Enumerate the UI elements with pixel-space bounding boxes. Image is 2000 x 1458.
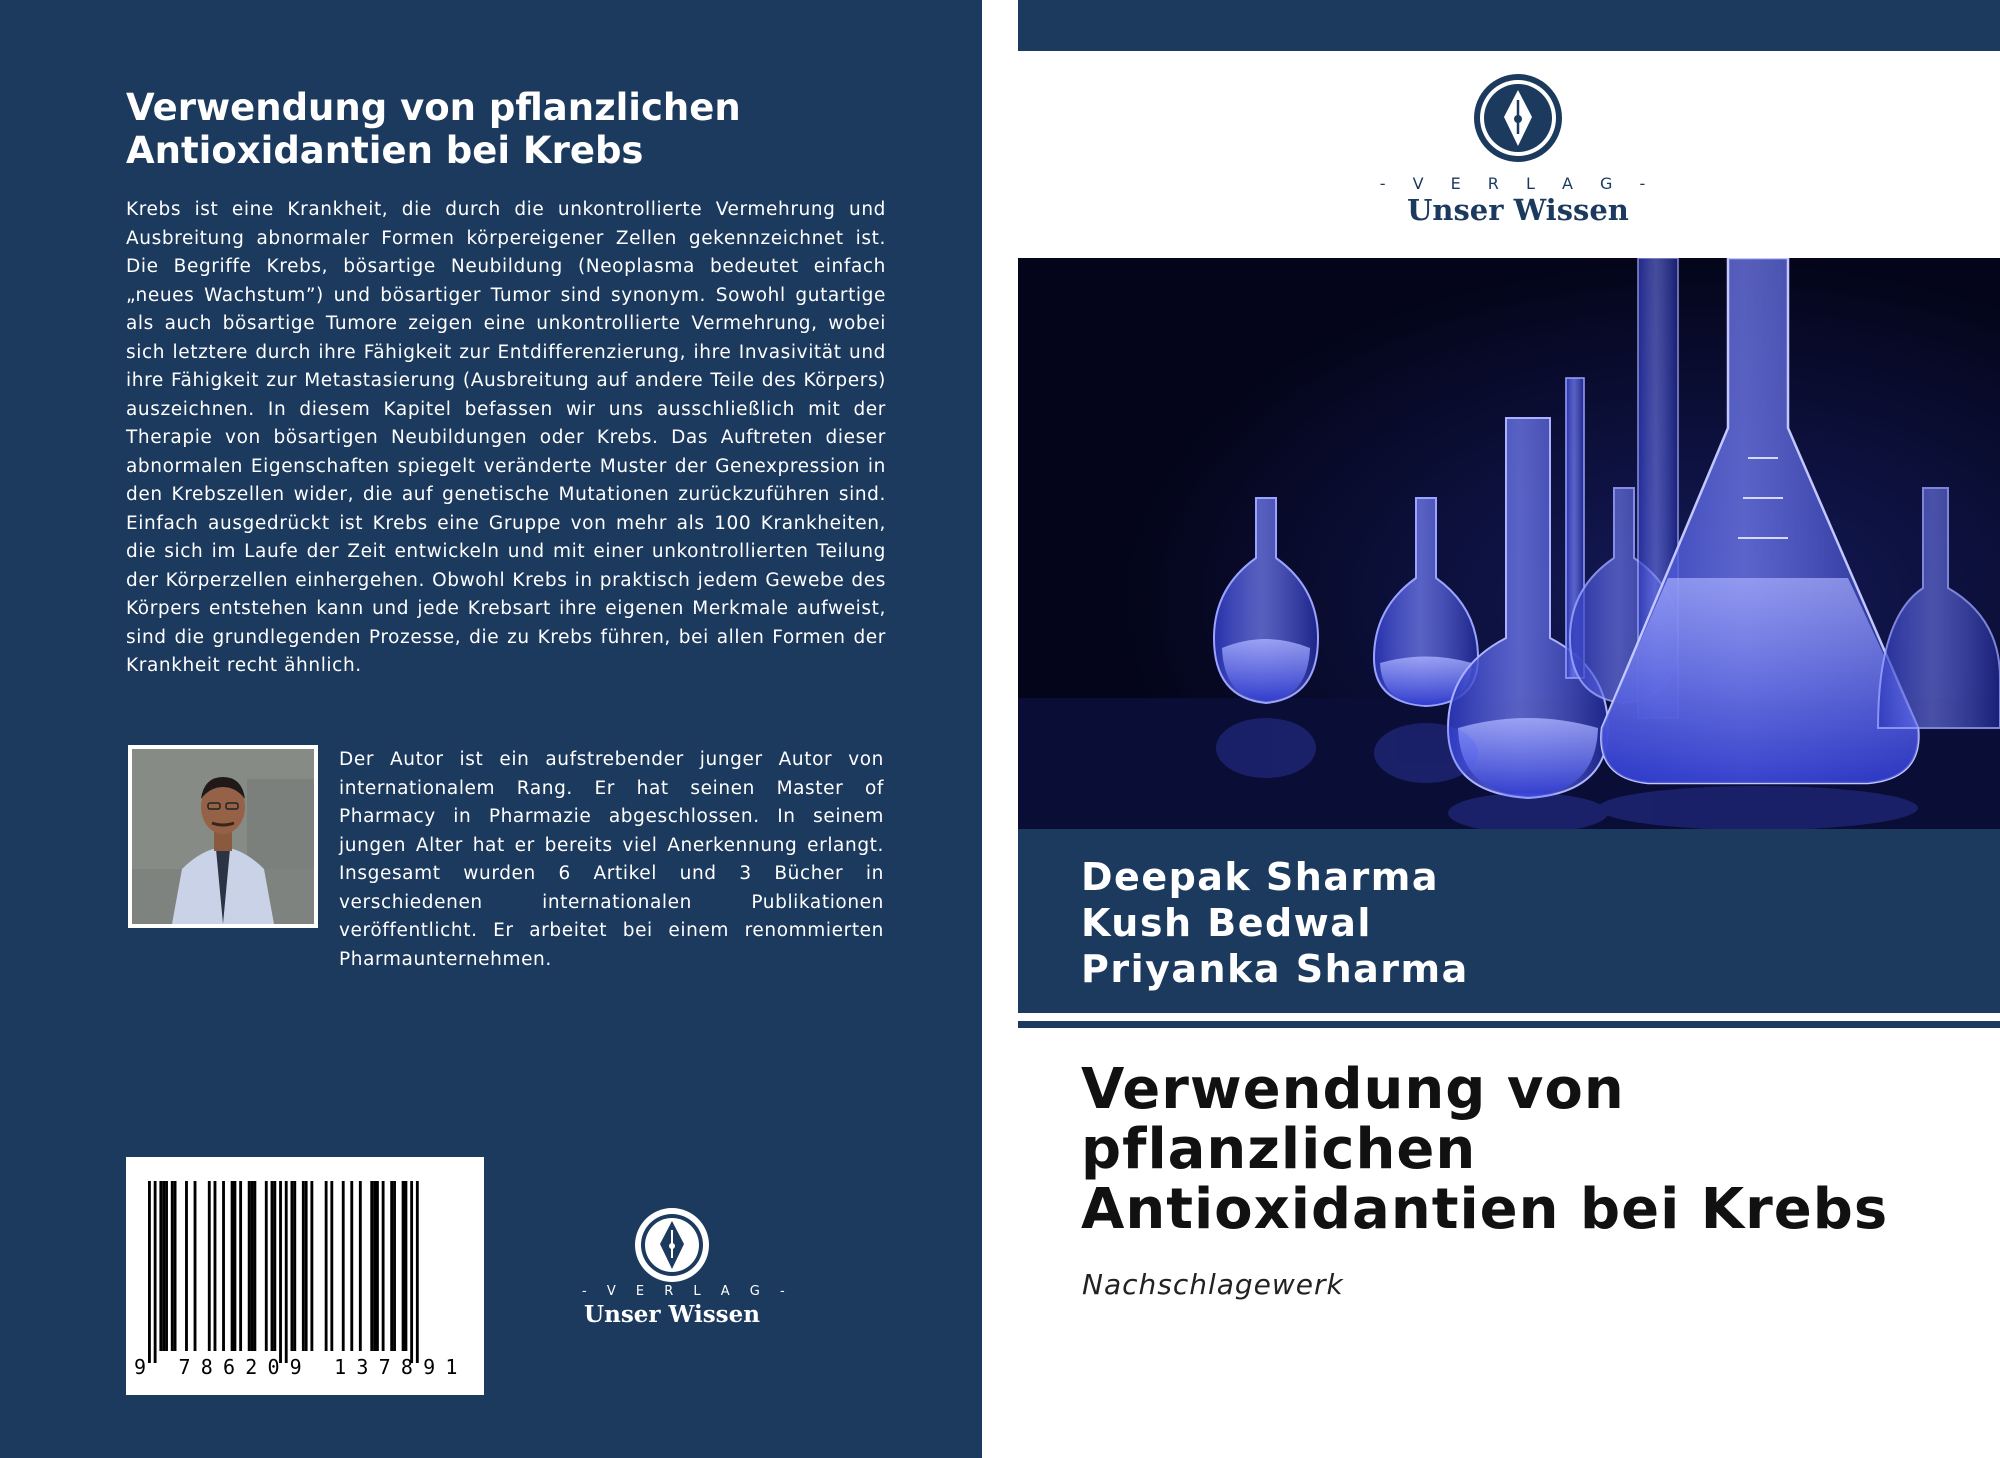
barcode-bar: [325, 1181, 328, 1351]
barcode-bar: [148, 1181, 151, 1363]
barcode-bar: [279, 1181, 282, 1363]
barcode-bar: [285, 1181, 288, 1363]
front-logo-publisher-name: Unser Wissen: [1407, 193, 1629, 227]
barcode-bar: [330, 1181, 333, 1351]
barcode-bar: [253, 1181, 256, 1351]
barcode-bar: [350, 1181, 353, 1351]
barcode-bar: [302, 1181, 305, 1351]
barcode-digits: 9 786209 137891: [134, 1355, 468, 1379]
barcode-bar: [174, 1181, 177, 1351]
barcode-bar: [310, 1181, 313, 1351]
author-name-2: Kush Bedwal: [1081, 901, 1372, 945]
back-publisher-logo: [582, 1206, 793, 1328]
divider-rule: [1018, 1021, 2000, 1028]
back-logo-publisher-name: Unser Wissen: [584, 1301, 760, 1328]
barcode-bar: [239, 1181, 242, 1351]
barcode-bar: [305, 1181, 308, 1351]
lab-glassware-photo: [1018, 258, 2000, 829]
barcode-bar: [402, 1181, 405, 1351]
barcode-bar: [154, 1181, 157, 1363]
back-cover: [0, 0, 982, 1458]
barcode-bar: [185, 1181, 188, 1351]
author-bio: Der Autor ist ein aufstrebender junger Autor von internationalem Rang. Er hat seinen Master of Pharmacy in Pharmazie abgeschlossen. In seinem jungen Alter hat er bereits viel Anerkennung erlangt. Insgesamt wurden 6 Artikel und 3 Bücher in verschiedenen internationalen Publikationen veröffentlicht. Er arbeitet bei einem renommierten Pharmaunternehmen.: [339, 749, 884, 970]
front-title-line-2: pflanzlichen: [1081, 1117, 1477, 1182]
barcode-bar: [208, 1181, 211, 1351]
fountain-pen-nib-icon: [1472, 72, 1564, 164]
barcode-bar: [194, 1181, 197, 1351]
barcode-bar: [222, 1181, 225, 1351]
author-name-1: Deepak Sharma: [1081, 855, 1439, 899]
barcode-bar: [248, 1181, 251, 1351]
barcode-bar: [410, 1181, 413, 1363]
front-cover-title: [1081, 1057, 1981, 1242]
front-title-line-3: Antioxidantien bei Krebs: [1081, 1177, 1889, 1242]
front-cover-subtitle: Nachschlagewerk: [1082, 1268, 1344, 1301]
barcode-bar: [159, 1181, 162, 1351]
barcode-bar: [370, 1181, 373, 1351]
front-title-line-1: Verwendung von: [1081, 1057, 1625, 1122]
barcode-bar: [214, 1181, 217, 1351]
barcode-bar: [393, 1181, 396, 1351]
back-logo-verlag-label: - V E R L A G -: [582, 1284, 793, 1299]
front-logo-verlag-label: - V E R L A G -: [1379, 174, 1657, 193]
back-cover-title: Verwendung von pflanzlichen Antioxidantien bei Krebs: [126, 86, 741, 172]
barcode-bar: [271, 1181, 274, 1351]
barcode-bar: [359, 1181, 362, 1351]
barcode-bar: [291, 1181, 294, 1351]
lab-glassware-image: [1018, 258, 2000, 829]
author-photo: [128, 745, 318, 928]
authors-band: [1018, 829, 2000, 1013]
barcode-bar: [382, 1181, 385, 1351]
author-portrait-image: [132, 749, 314, 924]
barcode-bar: [273, 1181, 276, 1351]
front-publisher-logo: [1378, 72, 1658, 227]
isbn-barcode: [126, 1157, 484, 1395]
front-cover: [1018, 0, 2000, 1458]
barcode-bar: [251, 1181, 254, 1351]
barcode-bar: [265, 1181, 268, 1351]
fountain-pen-nib-icon: [633, 1206, 711, 1284]
barcode-bar: [390, 1181, 393, 1351]
barcode-bar: [405, 1181, 408, 1351]
back-cover-blurb: Krebs ist eine Krankheit, die durch die unkontrollierte Vermehrung und Ausbreitung abnormaler Formen körpereigener Zellen gekennzeichnet ist. Die Begriffe Krebs, bösartige Neubildung (Neoplasma bedeutet einfach „neues Wachstum”) und bösartiger Tumor sind synonym. Sowohl gutartige als auch bösartige Tumore zeigen eine unkontrollierte Vermehrung, wobei sich letztere durch ihre Fähigkeit zur Entdifferenzierung, ihre Invasivität und ihre Fähigkeit zur Metastasierung (Ausbreitung auf andere Teile des Körpers) auszeichnen. In diesem Kapitel befassen wir uns ausschließlich mit der Therapie von bösartigen Neubildungen oder Krebs. Das Auftreten dieser abnormalen Eigenschaften spiegelt veränderte Muster der Genexpression in den Krebszellen wider, die auf genetische Mutationen zurückzuführen sind. Einfach ausgedrückt ist Krebs eine Gruppe von mehr als 100 Krankheiten, die sich im Laufe der Zeit entwickeln und mit einer unkontrollierten Teilung der Körperzellen einhergehen. Obwohl Krebs in praktisch jedem Gewebe des Körpers entstehen kann und jede Krebsart ihre eigenen Merkmale aufweist, sind die grundlegenden Prozesse, die zu Krebs führen, bei allen Formen der Krankheit recht ähnlich.: [126, 199, 886, 676]
barcode-bar: [162, 1181, 165, 1351]
author-name-3: Priyanka Sharma: [1081, 947, 1469, 991]
barcode-bar: [231, 1181, 234, 1351]
barcode-bar: [165, 1181, 168, 1351]
barcode-bar: [373, 1181, 376, 1351]
barcode-bar: [342, 1181, 345, 1351]
barcode-bar: [376, 1181, 379, 1351]
barcode-bar: [171, 1181, 174, 1351]
barcode-bar: [293, 1181, 296, 1351]
barcode-bar: [416, 1181, 419, 1363]
spine: [982, 0, 1018, 1458]
barcode-bar: [234, 1181, 237, 1351]
front-top-bar: [1018, 0, 2000, 51]
